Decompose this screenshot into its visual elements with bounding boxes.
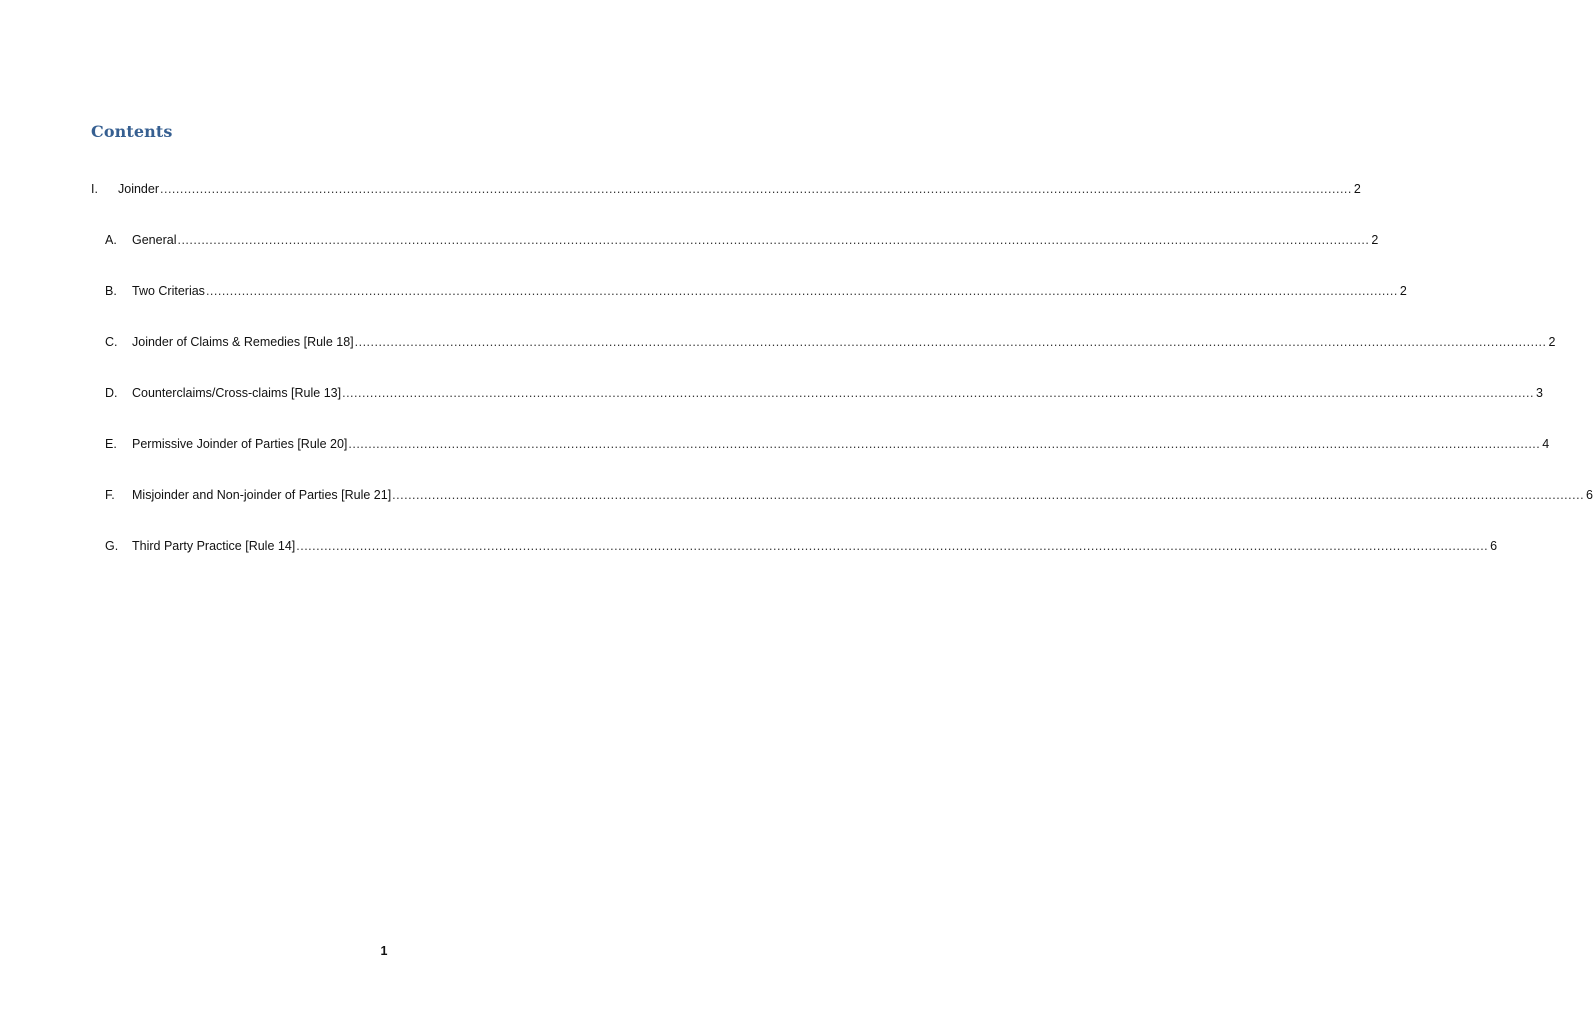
toc-dot-leader: ............................................................................................................................................................................................................................................................................................................ <box>392 488 1585 502</box>
toc-entry-page: 2 <box>1353 182 1361 196</box>
toc-entry-number: G. <box>105 539 119 553</box>
toc-entry-number: A. <box>105 233 117 247</box>
toc-heading: Contents <box>91 122 173 141</box>
toc-dot-leader: ............................................................................................................................................................................................................................................................................................................ <box>342 386 1534 400</box>
toc-entry-page: 2 <box>1399 284 1407 298</box>
toc-dot-leader: ............................................................................................................................................................................................................................................................................................................ <box>205 284 1398 298</box>
toc-entry-misjoinder[interactable] <box>0 486 1593 504</box>
toc-entry-number: B. <box>105 284 117 298</box>
toc-entry-page: 2 <box>1371 233 1379 247</box>
toc-entry-third-party-practice[interactable] <box>0 537 1498 555</box>
toc-dot-leader: ............................................................................................................................................................................................................................................................................................................ <box>296 539 1489 553</box>
toc-entry-two-criterias[interactable] <box>0 282 1407 300</box>
toc-dot-leader: ............................................................................................................................................................................................................................................................................................................ <box>177 233 1370 247</box>
toc-entry-number: C. <box>105 335 118 349</box>
toc-entry-counterclaims[interactable] <box>0 384 1543 402</box>
toc-dot-leader: ............................................................................................................................................................................................................................................................................................................ <box>354 335 1547 349</box>
toc-entry-number: E. <box>105 437 117 451</box>
toc-entry-title: Two Criterias <box>132 284 205 298</box>
toc-entry-page: 4 <box>1542 437 1550 451</box>
toc-entry-page: 6 <box>1586 488 1593 502</box>
toc-dot-leader: ............................................................................................................................................................................................................................................................................................................ <box>348 437 1541 451</box>
toc-entry-title: Third Party Practice [Rule 14] <box>132 539 296 553</box>
toc-entry-title: Joinder <box>118 182 159 196</box>
page-number: 1 <box>380 944 388 958</box>
toc-entry-general[interactable] <box>0 231 1379 249</box>
toc-entry-number: I. <box>91 182 98 196</box>
toc-entry-joinder-of-claims[interactable] <box>0 333 1556 351</box>
toc-entry-page: 3 <box>1535 386 1543 400</box>
toc-entry-page: 6 <box>1490 539 1498 553</box>
toc-entry-title: Counterclaims/Cross-claims [Rule 13] <box>132 386 342 400</box>
toc-entry-title: Misjoinder and Non-joinder of Parties [Rule 21] <box>132 488 392 502</box>
toc-entry-number: D. <box>105 386 118 400</box>
toc-entry-title: Permissive Joinder of Parties [Rule 20] <box>132 437 348 451</box>
toc-entry-permissive-joinder[interactable] <box>0 435 1550 453</box>
toc-entry-title: Joinder of Claims & Remedies [Rule 18] <box>132 335 354 349</box>
toc-entry-number: F. <box>105 488 115 502</box>
toc-entry-joinder[interactable] <box>0 180 1361 198</box>
toc-dot-leader: ............................................................................................................................................................................................................................................................................................................ <box>160 182 1352 196</box>
toc-entry-page: 2 <box>1548 335 1556 349</box>
toc-entry-title: General <box>132 233 177 247</box>
